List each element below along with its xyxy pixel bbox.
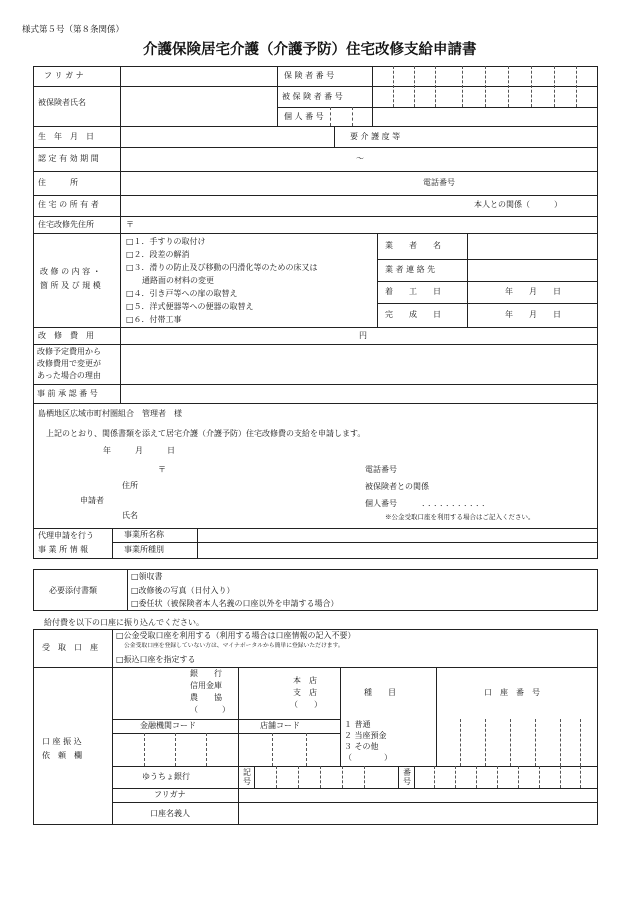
kigou-label-1: 記 [243,768,251,777]
applicant-name-label: 氏名 [122,511,138,520]
head-office-label: 本 店 [293,676,317,685]
bangou-label-1: 番 [403,768,411,777]
renovation-item[interactable]: □１．手すりの取付け [126,237,206,246]
completion-date-ymd: 年 月 日 [505,310,561,319]
shinkin-label: 信用金庫 [190,681,222,690]
other-institution-label: （ ） [190,705,230,714]
furigana-label: フ リ ガ ナ [44,71,84,80]
applicant-postal-mark: 〒 [158,465,166,474]
attachment-item[interactable]: □改修後の写真（日付入り） [131,586,235,595]
renovation-label-2: 箇 所 及 び 規 模 [40,281,101,290]
start-date-ymd: 年 月 日 [505,287,561,296]
change-reason-label-2: 改修費用で変更が [37,359,101,368]
nokyo-label: 農 協 [190,693,222,702]
public-account-note: 公金受取口座を登録していない方は、マイナポータルから簡単に登録いただけます。 [124,643,344,649]
renovation-item-cont: 通路面の材料の変更 [126,276,214,285]
form-number: 様式第５号（第８条関係） [22,25,125,35]
account-type-option[interactable]: １ 普通 [344,720,371,729]
change-reason-label-1: 改修予定費用から [37,347,101,356]
renovation-item[interactable]: □６．付帯工事 [126,315,182,324]
renovation-label-1: 改 修 の 内 容 ・ [40,267,101,276]
institution-code-label: 金融機関コード [140,721,196,730]
account-number-label: 口 座 番 号 [484,688,540,697]
address-label: 住 所 [38,178,78,187]
personal-number-label: 個 人 番 号 [284,112,324,121]
transfer-request-label-2: 依 頼 欄 [42,751,82,760]
account-type-label: 種 目 [364,688,396,697]
renovation-item[interactable]: □４．引き戸等への扉の取替え [126,289,238,298]
change-reason-label-3: あった場合の理由 [37,371,101,380]
yucho-label: ゆうちょ銀行 [142,772,190,781]
relation-label: 本人との関係（ ） [474,200,562,209]
insurer-number-label: 保 険 者 番 号 [284,71,335,80]
contractor-contact-label: 業 者 連 絡 先 [385,265,436,274]
applicant-relation-label: 被保険者との関係 [365,482,429,491]
renovation-item[interactable]: □５．洋式便器等への便器の取替え [126,302,254,311]
completion-date-label: 完 成 日 [385,310,441,319]
care-level-label: 要 介 護 度 等 [350,132,401,141]
contractor-label: 業 者 名 [385,241,441,250]
agent-label-1: 代理申請を行う [38,531,94,540]
certification-period-label: 認 定 有 効 期 間 [38,154,99,163]
transfer-intro: 給付費を以下の口座に振り込んでください。 [44,618,204,627]
transfer-request-label-1: 口 座 振 込 [42,737,82,746]
application-date: 年 月 日 [103,446,175,455]
page-title: 介護保険居宅介護（介護予防）住宅改修支給申請書 [143,41,477,58]
personal-number-note: ※公金受取口座を利用する場合はご記入ください。 [385,513,535,521]
renovation-item[interactable]: □２．段差の解消 [126,250,190,259]
start-date-label: 着 工 日 [385,287,441,296]
phone-label: 電話番号 [423,178,455,187]
renovation-item[interactable]: □３．滑りの防止及び移動の円滑化等のための床又は [126,263,318,272]
branch-code-label: 店舗コード [260,721,300,730]
holder-furigana-label: フリガナ [154,790,186,799]
kigou-label-2: 号 [243,777,251,786]
applicant-label: 申請者 [80,496,104,505]
cost-unit: 円 [359,331,367,340]
office-type-label: 事業所種別 [124,545,164,554]
account-type-option[interactable]: ３ その他 [344,742,379,751]
bangou-label-2: 号 [403,777,411,786]
receive-account-label: 受 取 口 座 [42,643,98,652]
designated-account-checkbox[interactable]: □振込口座を指定する [116,655,196,664]
account-type-other-blank: （ ） [344,753,392,762]
period-tilde: ～ [356,154,364,163]
attachments-label: 必要添付書類 [49,586,97,595]
applicant-address-label: 住所 [122,481,138,490]
applicant-phone-label: 電話番号 [365,465,397,474]
public-account-checkbox[interactable]: □公金受取口座を利用する（利用する場合は口座情報の記入不要） [116,631,356,640]
insured-number-label: 被 保 険 者 番 号 [282,92,343,101]
addressee: 島栖地区広域市町村圏組合 管理者 様 [38,409,182,418]
other-branch-label: （ ） [290,700,322,709]
attachment-item[interactable]: □委任状（被保険者本人名義の口座以外を申請する場合） [131,599,339,608]
postal-mark: 〒 [126,220,134,229]
insured-name-label: 被保険者氏名 [38,98,86,107]
bank-label: 銀 行 [190,669,222,678]
renovation-address-label: 住宅改修先住所 [38,220,94,229]
account-holder-label: 口座名義人 [150,809,190,818]
approval-number-label: 事 前 承 認 番 号 [37,389,98,398]
applicant-personal-number-label: 個人番号 [365,499,397,508]
office-name-label: 事業所名称 [124,530,164,539]
agent-label-2: 事 業 所 情 報 [38,545,89,554]
attachment-item[interactable]: □領収書 [131,572,163,581]
birthdate-label: 生 年 月 日 [38,132,94,141]
cost-label: 改 修 費 用 [38,331,94,340]
application-statement: 上記のとおり、関係書類を添えて居宅介護（介護予防）住宅改修費の支給を申請します。 [46,429,366,438]
branch-label: 支 店 [293,688,317,697]
personal-number-dots: ．．．．．．．．．．． [422,499,492,508]
account-type-option[interactable]: ２ 当座預金 [344,731,387,740]
owner-label: 住 宅 の 所 有 者 [38,200,99,209]
